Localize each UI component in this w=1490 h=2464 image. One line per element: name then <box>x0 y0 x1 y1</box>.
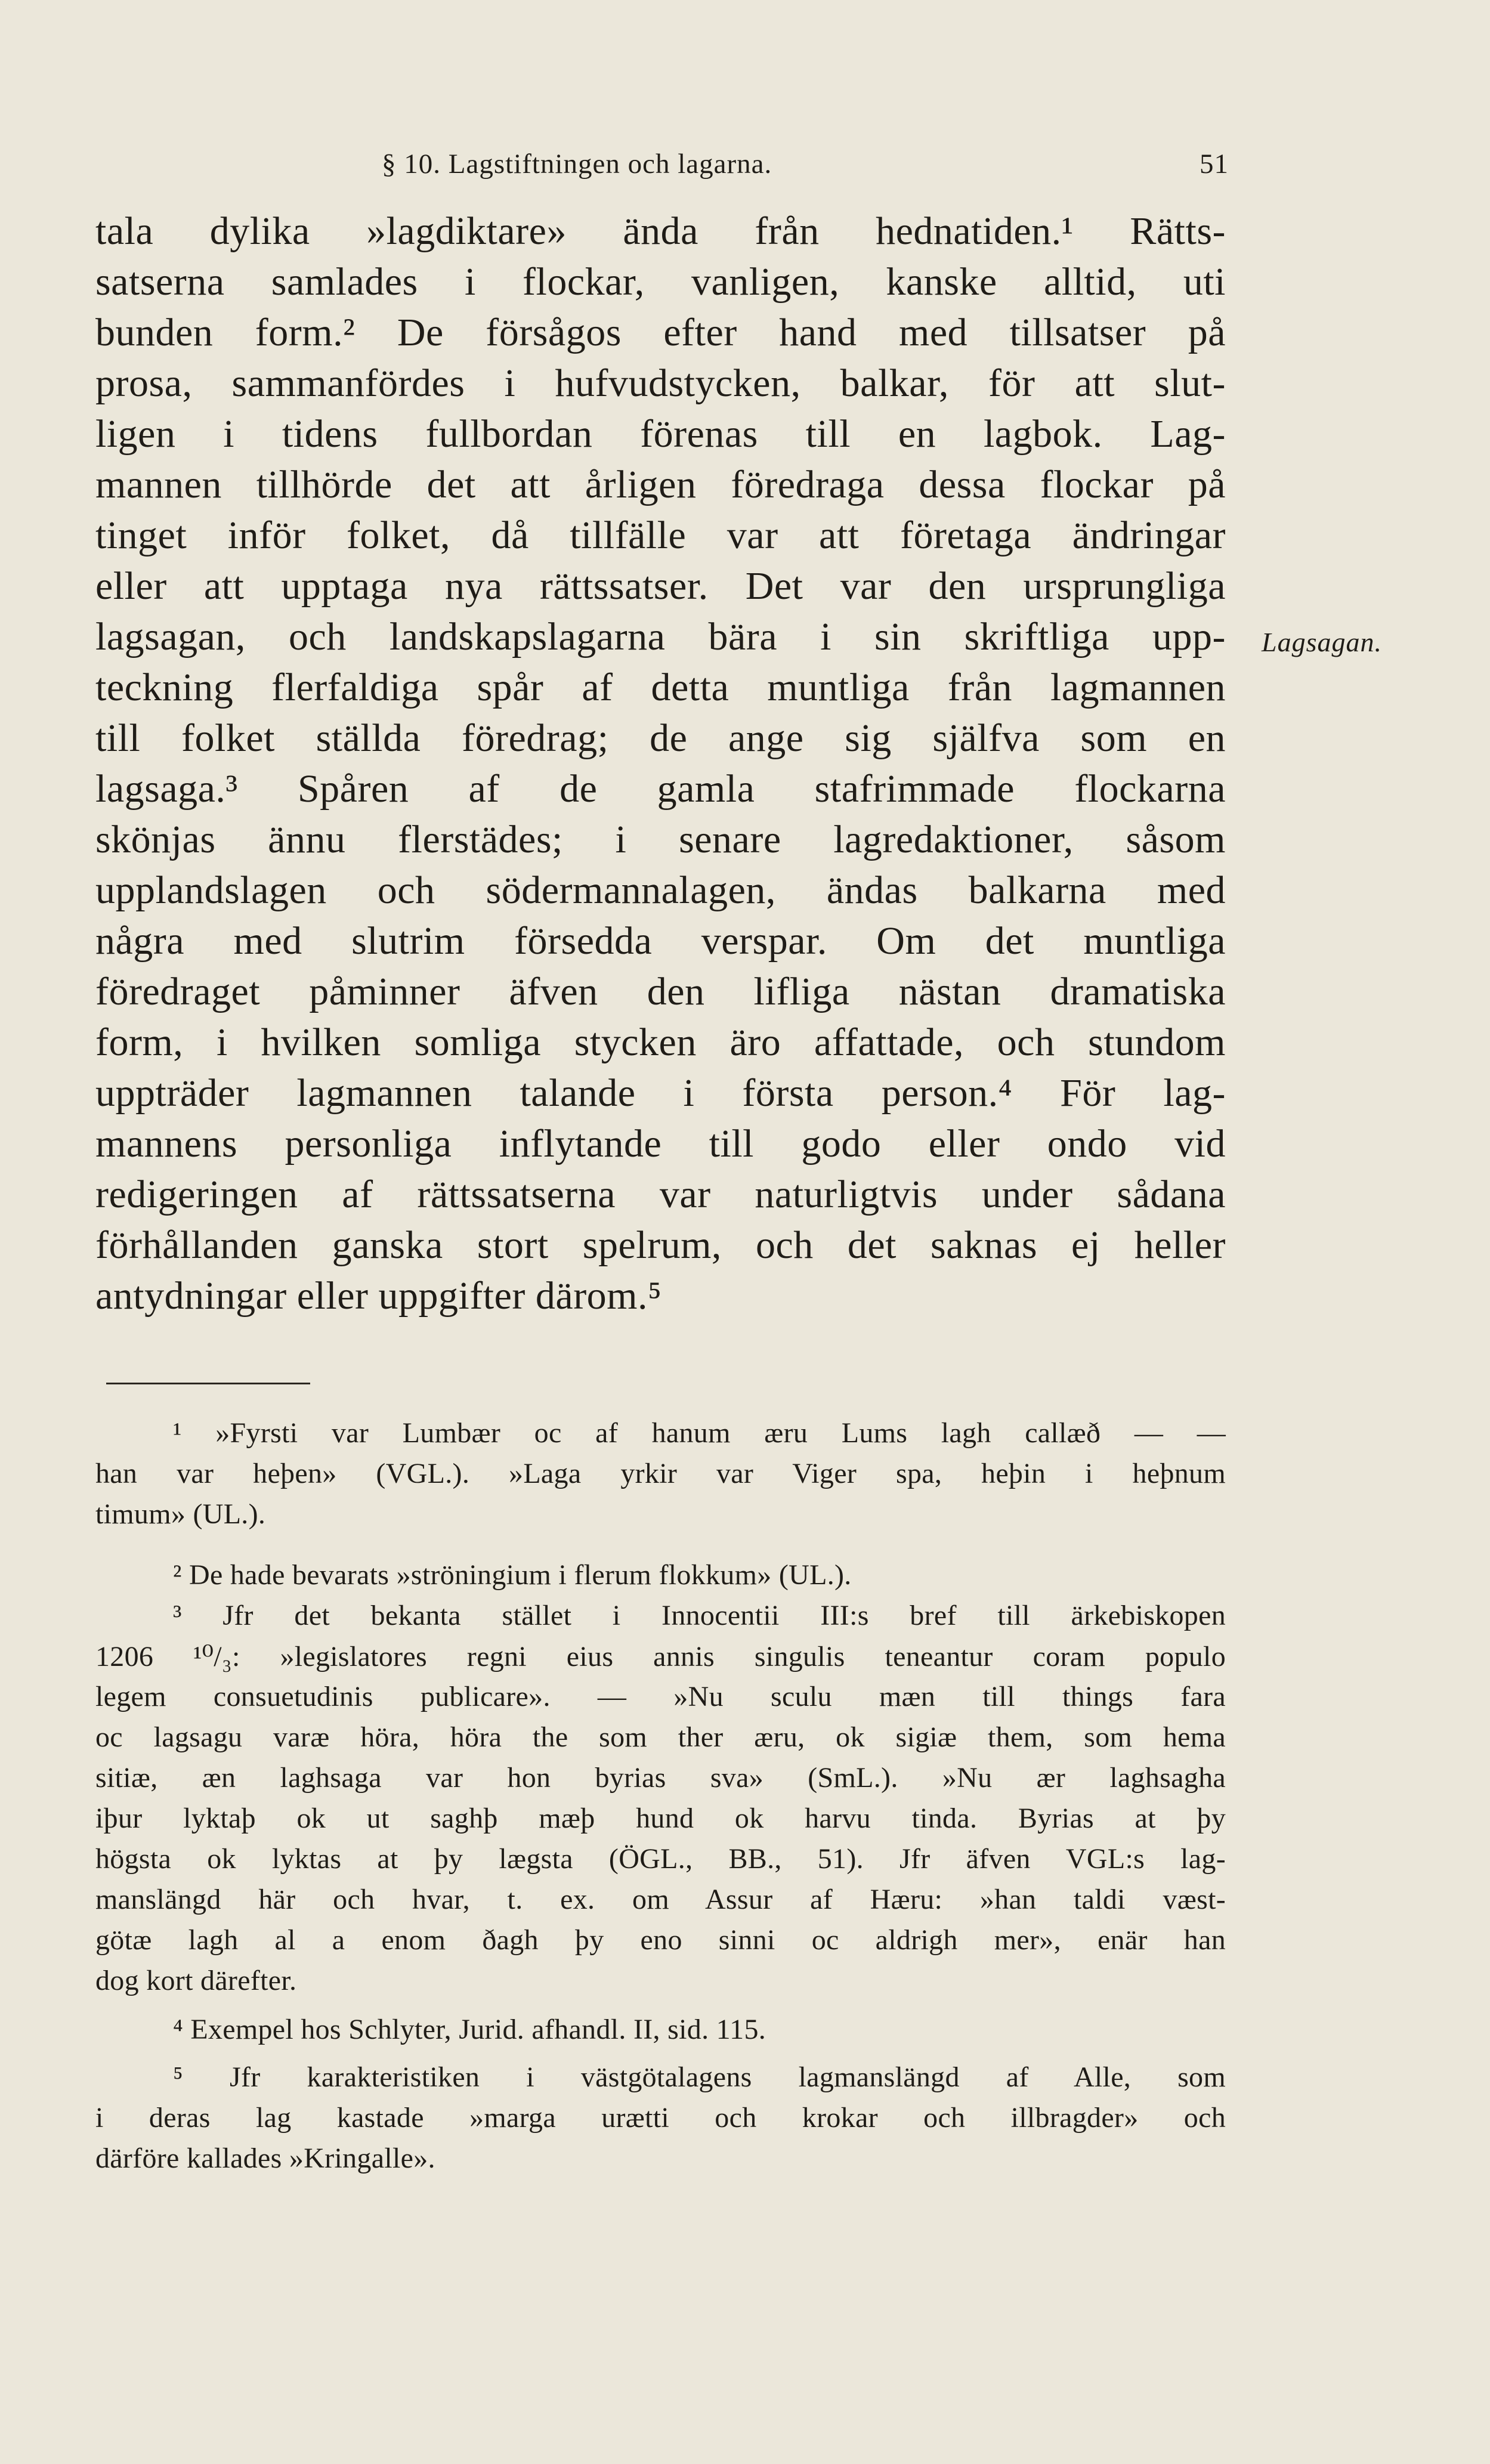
body-line: skönjas ännu flerstädes; i senare lagredaktioner, såsom <box>95 818 1226 861</box>
body-line: tala dylika »lagdiktare» ända från hednatiden.¹ Rätts- <box>95 209 1226 253</box>
body-line: några med slutrim försedda verspar. Om det muntliga <box>95 919 1226 963</box>
body-line: teckning flerfaldiga spår af detta muntliga från lagmannen <box>95 666 1226 709</box>
margin-note: Lagsagan. <box>1262 627 1382 657</box>
body-line: form, i hvilken somliga stycken äro affattade, och stundom <box>95 1021 1226 1064</box>
footnote-line: därföre kallades »Kringalle». <box>95 2143 435 2174</box>
footnote-line: ³ Jfr det bekanta stället i Innocentii III:s bref till ärkebiskopen <box>173 1600 1226 1631</box>
body-line: mannen tillhörde det att årligen föredraga dessa flockar på <box>95 463 1226 506</box>
footnote-rule <box>106 1383 310 1384</box>
body-line: förhållanden ganska stort spelrum, och det saknas ej heller <box>95 1223 1226 1267</box>
running-header <box>95 148 1229 190</box>
footnote-line: ⁴ Exempel hos Schlyter, Jurid. afhandl. II, sid. 115. <box>173 2014 766 2045</box>
body-line: upplandslagen och södermannalagen, ändas balkarna med <box>95 868 1226 912</box>
footnote-line: ² De hade bevarats »ströningium i flerum flokkum» (UL.). <box>173 1559 852 1591</box>
footnote-line: oc lagsagu varæ höra, höra the som ther æru, ok sigiæ them, som hema <box>95 1721 1226 1753</box>
body-line: satserna samlades i flockar, vanligen, kanske alltid, uti <box>95 260 1226 304</box>
footnote-line: manslängd här och hvar, t. ex. om Assur af Hæru: »han taldi væst- <box>95 1884 1226 1915</box>
body-line: ligen i tidens fullbordan förenas till en lagbok. Lag- <box>95 412 1226 456</box>
body-line: prosa, sammanfördes i hufvudstycken, balkar, för att slut- <box>95 361 1226 405</box>
footnote-line: iþur lyktaþ ok ut saghþ mæþ hund ok harvu tinda. Byrias at þy <box>95 1803 1226 1834</box>
footnote-line: ⁵ Jfr karakteristiken i västgötalagens lagmanslängd af Alle, som <box>173 2061 1226 2093</box>
body-line: lagsagan, och landskapslagarna bära i sin skriftliga upp- <box>95 615 1226 658</box>
body-line: antydningar eller uppgifter därom.⁵ <box>95 1274 662 1318</box>
body-line: till folket ställda föredrag; de ange sig själfva som en <box>95 716 1226 760</box>
page-number: 51 <box>1200 149 1229 180</box>
body-line: uppträder lagmannen talande i första person.⁴ För lag- <box>95 1071 1226 1115</box>
footnote-line: i deras lag kastade »marga urætti och krokar och illbragder» och <box>95 2102 1226 2134</box>
footnote-line: legem consuetudinis publicare». — »Nu sculu mæn till things fara <box>95 1681 1226 1712</box>
body-line: lagsaga.³ Spåren af de gamla stafrimmade flockarna <box>95 767 1226 811</box>
header-title: § 10. Lagstiftningen och lagarna. <box>382 149 772 180</box>
body-line: tinget inför folket, då tillfälle var att företaga ändringar <box>95 514 1226 557</box>
body-line: bunden form.² De försågos efter hand med tillsatser på <box>95 311 1226 354</box>
footnote-line: sitiæ, æn laghsaga var hon byrias sva» (SmL.). »Nu ær laghsagha <box>95 1762 1226 1794</box>
body-line: föredraget påminner äfven den lifliga nästan dramatiska <box>95 970 1226 1013</box>
footnote-line: dog kort därefter. <box>95 1965 297 1996</box>
body-line: mannens personliga inflytande till godo eller ondo vid <box>95 1122 1226 1165</box>
footnote-line: han var heþen» (VGL.). »Laga yrkir var Viger spa, heþin i heþnum <box>95 1458 1226 1489</box>
body-line: redigeringen af rättssatserna var naturligtvis under sådana <box>95 1173 1226 1216</box>
footnote-line: 1206 ¹⁰/₃: »legislatores regni eius annis singulis teneantur coram populo <box>95 1641 1226 1672</box>
body-line: eller att upptaga nya rättssatser. Det var den ursprungliga <box>95 564 1226 608</box>
footnote-line: högsta ok lyktas at þy lægsta (ÖGL., BB., 51). Jfr äfven VGL:s lag- <box>95 1843 1226 1875</box>
footnote-line: ¹ »Fyrsti var Lumbær oc af hanum æru Lums lagh callæð — — <box>173 1417 1226 1449</box>
footnote-line: timum» (UL.). <box>95 1498 266 1530</box>
footnote-line: götæ lagh al a enom ðagh þy eno sinni oc aldrigh mer», enär han <box>95 1924 1226 1956</box>
